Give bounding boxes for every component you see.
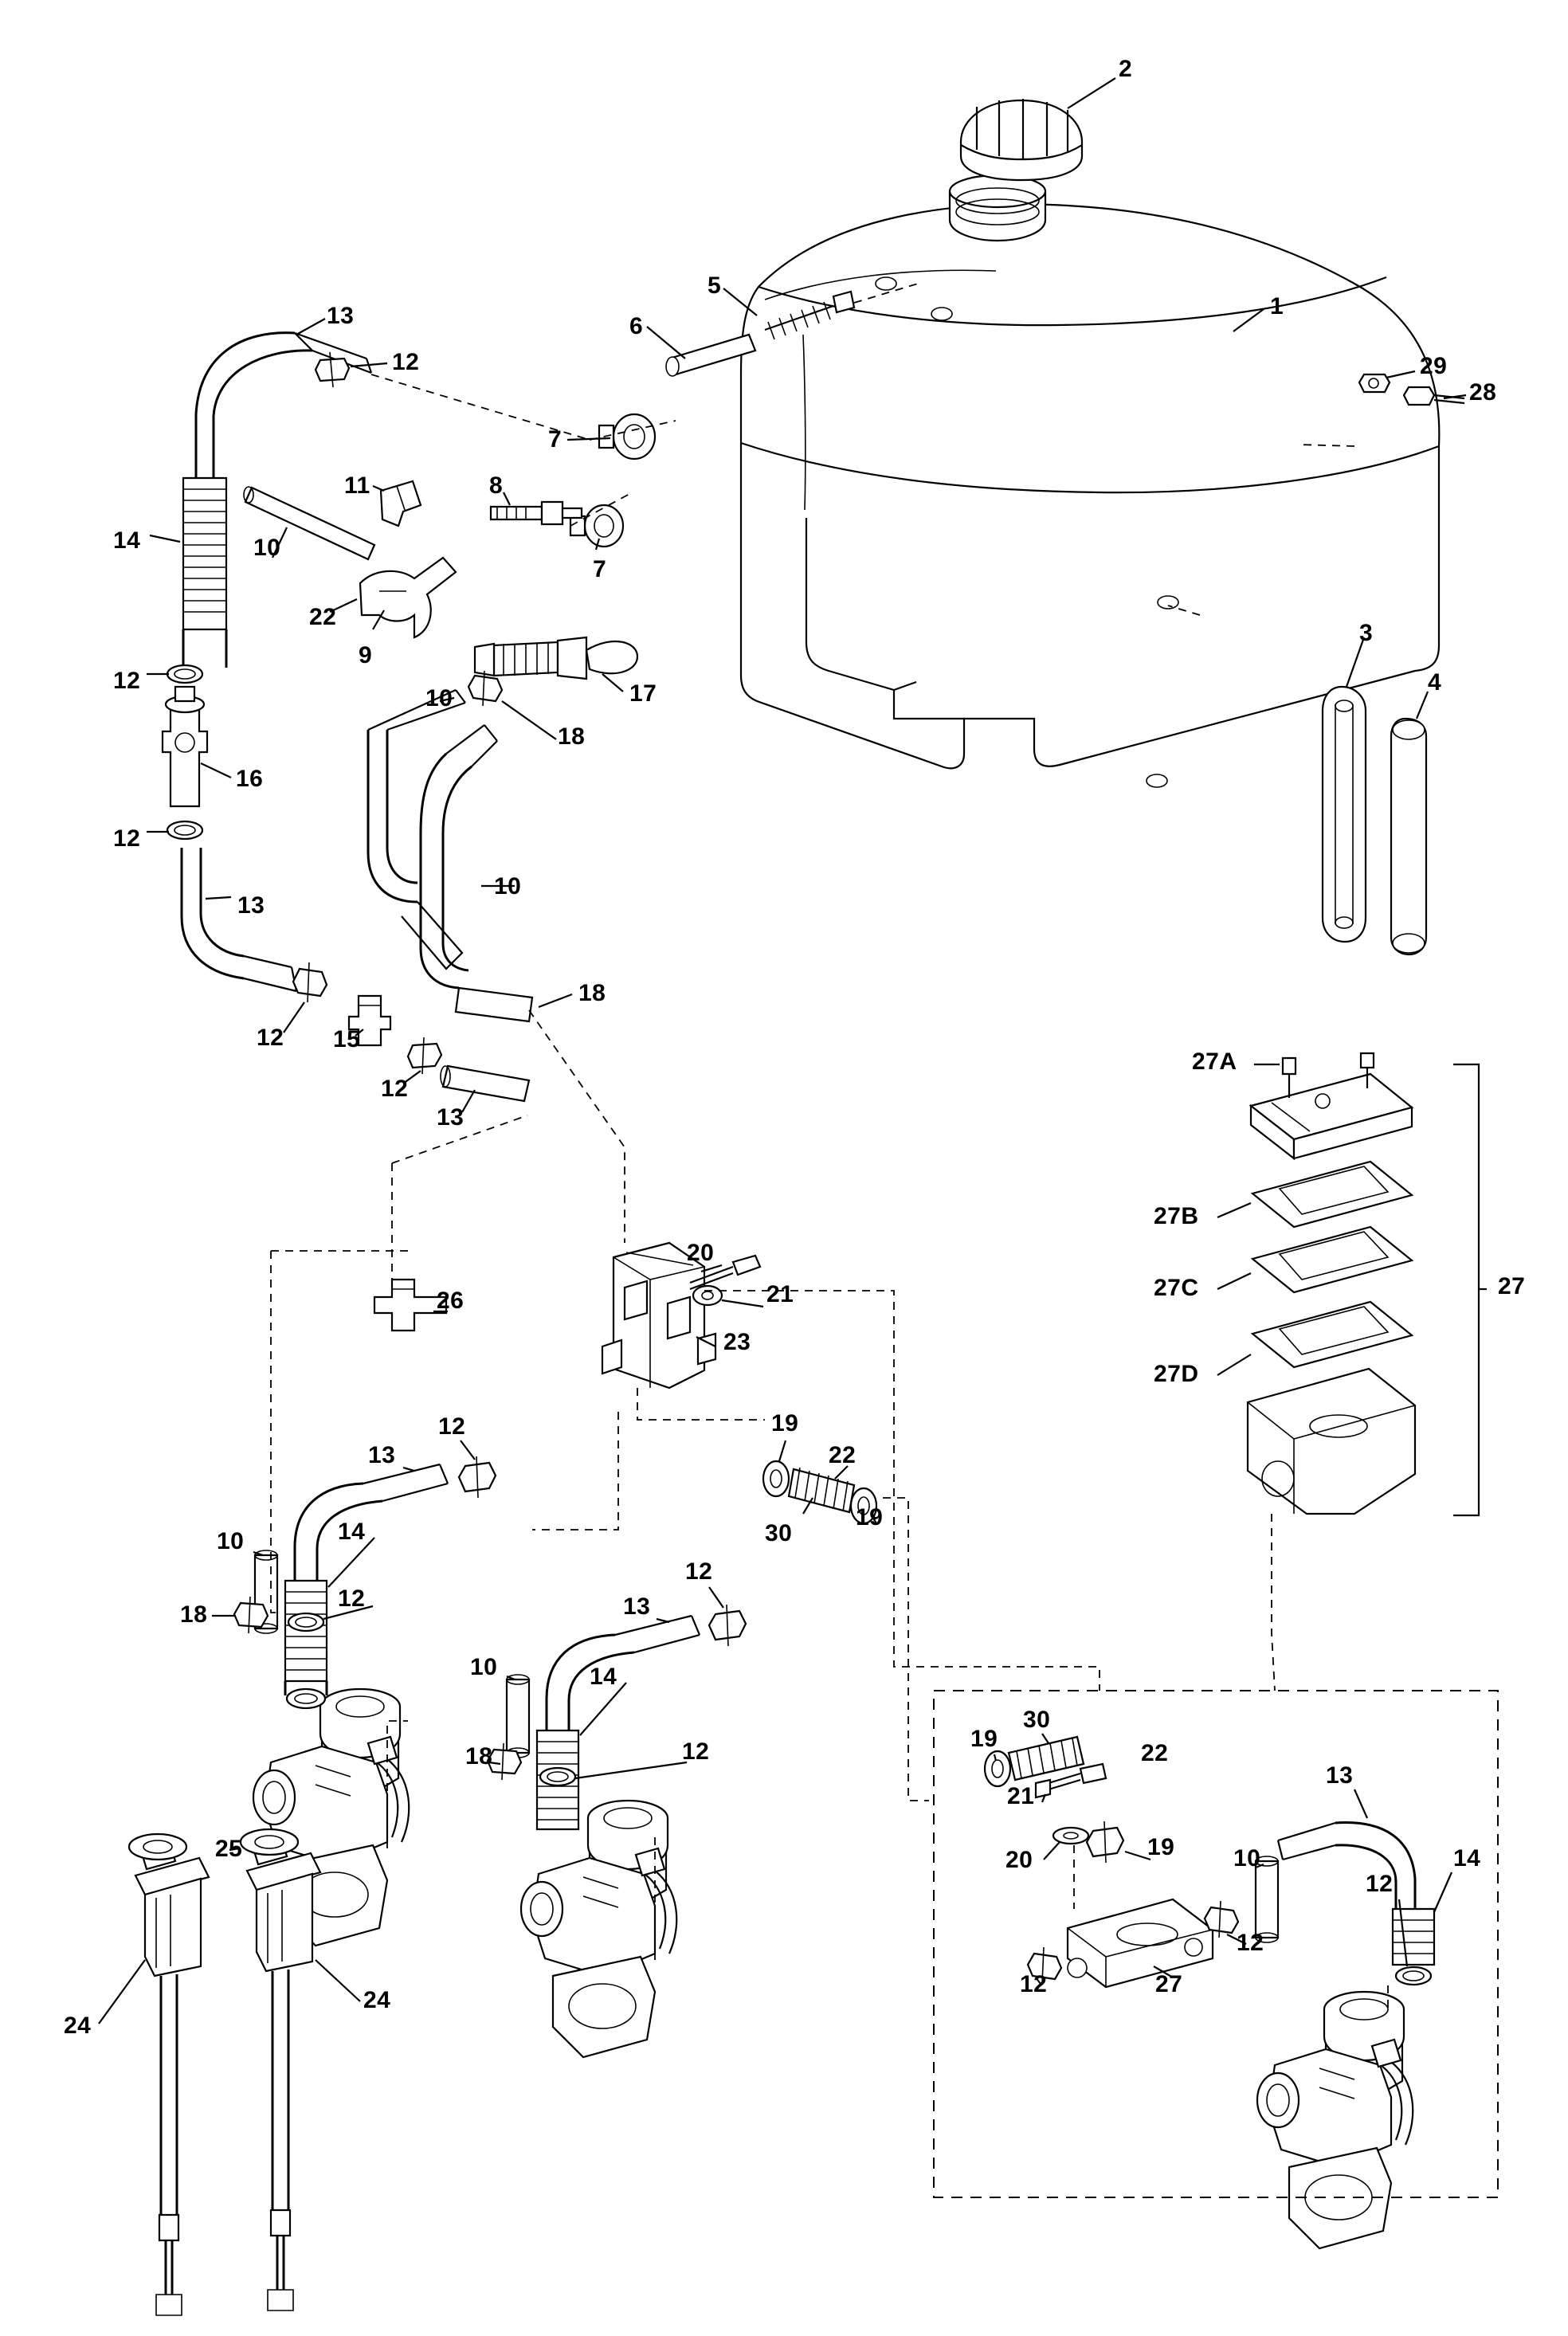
callout-2: 2: [1119, 56, 1133, 82]
callout-13-f: 13: [1326, 1762, 1354, 1789]
washer-20-b: [1053, 1828, 1088, 1844]
carburetor-middle: [521, 1801, 676, 2057]
washer-21-a: [693, 1286, 722, 1305]
corrugated-hose-14-d: [1393, 1909, 1434, 1965]
callout-14-a: 14: [113, 527, 141, 554]
spring-30-a: [789, 1468, 854, 1512]
hose-13-c: [441, 1066, 529, 1101]
callout-26: 26: [437, 1288, 465, 1314]
tank-strap-3: [1323, 687, 1366, 942]
callout-27: 27: [1498, 1273, 1526, 1299]
callout-18-b: 18: [578, 980, 606, 1006]
spring-30-b: [1009, 1737, 1084, 1780]
callout-10-f: 10: [1233, 1845, 1261, 1872]
primer-pump-17: [475, 637, 637, 679]
callout-20-b: 20: [1005, 1847, 1033, 1873]
callout-14-c: 14: [590, 1664, 617, 1690]
fuel-tank-cap-graphic: [961, 99, 1082, 180]
callout-10-e: 10: [470, 1654, 498, 1680]
callout-17: 17: [629, 680, 657, 707]
callout-12-a: 12: [392, 349, 420, 375]
callout-11: 11: [344, 472, 370, 499]
callout-18-d: 18: [465, 1743, 493, 1770]
screw-8: [491, 502, 582, 524]
callout-13-a: 13: [327, 303, 355, 329]
callout-8: 8: [489, 472, 504, 499]
callout-23: 23: [723, 1329, 751, 1355]
grommet-7-a: [599, 414, 655, 459]
callout-25: 25: [215, 1836, 243, 1862]
hose-10-e: [507, 1675, 529, 1758]
callout-1: 1: [1270, 293, 1284, 319]
callout-13-e: 13: [623, 1593, 651, 1620]
callout-7-a: 7: [548, 426, 563, 453]
callout-13-d: 13: [368, 1442, 396, 1468]
callout-22-a: 22: [309, 604, 337, 630]
callout-27B: 27B: [1154, 1203, 1199, 1229]
callout-19-d: 19: [1147, 1834, 1175, 1860]
callout-24-a: 24: [64, 2013, 92, 2039]
callout-27D: 27D: [1154, 1361, 1199, 1387]
callout-13-c: 13: [437, 1104, 465, 1131]
callout-18-c: 18: [180, 1601, 208, 1628]
callout-4: 4: [1428, 669, 1442, 696]
clamp-12-i: [540, 1768, 575, 1785]
callout-12-d: 12: [257, 1025, 284, 1051]
fuel-valve-16: [163, 687, 207, 806]
callout-6: 6: [629, 313, 644, 339]
callout-16: 16: [236, 766, 264, 792]
clamp-12-e: [408, 1037, 441, 1074]
callout-28: 28: [1469, 379, 1497, 406]
hose-13-right-carb: [1278, 1823, 1415, 1909]
callout-12-k: 12: [1020, 1971, 1048, 1997]
hose-13-left-carb: [295, 1464, 448, 1581]
hose-13-left-lower: [182, 848, 296, 991]
callout-22-c: 22: [1141, 1740, 1169, 1766]
fuel-pump-exploded-27: [1248, 1053, 1487, 1515]
callout-29: 29: [1420, 353, 1448, 379]
callout-12-h: 12: [685, 1558, 713, 1585]
clamp-12-c: [167, 821, 202, 839]
callout-19-a: 19: [771, 1410, 799, 1436]
clamp-12-h: [709, 1605, 746, 1646]
callout-24-b: 24: [363, 1987, 391, 2013]
throttle-cable-24-b: [241, 1829, 320, 2311]
callout-5: 5: [708, 272, 722, 299]
callout-12-j: 12: [1366, 1871, 1394, 1897]
callout-18-a: 18: [558, 723, 586, 750]
callout-10-d: 10: [217, 1528, 245, 1554]
clamp-12-b: [167, 665, 202, 683]
callout-14-b: 14: [338, 1519, 366, 1545]
callout-12-c: 12: [113, 825, 141, 852]
callout-12-i: 12: [682, 1738, 710, 1765]
hose-10-b: [368, 690, 465, 969]
callout-7-b: 7: [593, 556, 607, 582]
throttle-cable-24-a: [129, 1834, 209, 2315]
clamp-12-g: [288, 1613, 323, 1631]
callout-12-b: 12: [113, 668, 141, 694]
corrugated-hose-14-a: [183, 478, 226, 668]
fuel-pump-small-27: [1068, 1899, 1213, 1987]
clamp-12-f: [459, 1456, 496, 1498]
callout-27C: 27C: [1154, 1275, 1199, 1301]
callout-3: 3: [1359, 620, 1374, 646]
callout-10-b: 10: [425, 685, 453, 711]
callout-14-d: 14: [1453, 1845, 1481, 1872]
clip-11: [381, 481, 421, 526]
clamp-12-d: [293, 962, 327, 1002]
callout-19-c: 19: [970, 1726, 998, 1752]
callout-10-a: 10: [253, 535, 281, 561]
carburetor-right: [1257, 1992, 1413, 2248]
callout-12-l: 12: [1237, 1930, 1264, 1956]
callout-30-a: 30: [765, 1520, 793, 1546]
callout-12-f: 12: [438, 1413, 466, 1440]
callout-9: 9: [359, 642, 373, 668]
callout-30-b: 30: [1023, 1707, 1051, 1733]
corrugated-hose-14-b: [285, 1581, 327, 1695]
callout-12-g: 12: [338, 1585, 366, 1612]
callout-20-a: 20: [687, 1240, 715, 1266]
callout-12-e: 12: [381, 1076, 409, 1102]
washer-19-c: [985, 1751, 1010, 1786]
callout-15: 15: [333, 1026, 361, 1052]
tank-strap-4: [1391, 719, 1426, 954]
hose-13-middle-carb: [547, 1616, 700, 1730]
clamp-12-g2: [287, 1689, 325, 1708]
callout-22-b: 22: [829, 1442, 857, 1468]
callout-27-small: 27: [1155, 1971, 1183, 1997]
callout-19-b: 19: [856, 1504, 884, 1531]
tee-fitting-26: [374, 1280, 446, 1331]
washer-19-a: [763, 1461, 789, 1496]
clamp-12-j: [1396, 1967, 1431, 1985]
callout-27A: 27A: [1192, 1048, 1237, 1075]
callout-21-a: 21: [766, 1281, 794, 1307]
clamp-19-d: [1087, 1821, 1123, 1863]
hose-13-top-left: [196, 333, 371, 478]
callout-10-c: 10: [494, 873, 522, 900]
callout-13-b: 13: [237, 892, 265, 919]
callout-21-b: 21: [1007, 1783, 1035, 1809]
